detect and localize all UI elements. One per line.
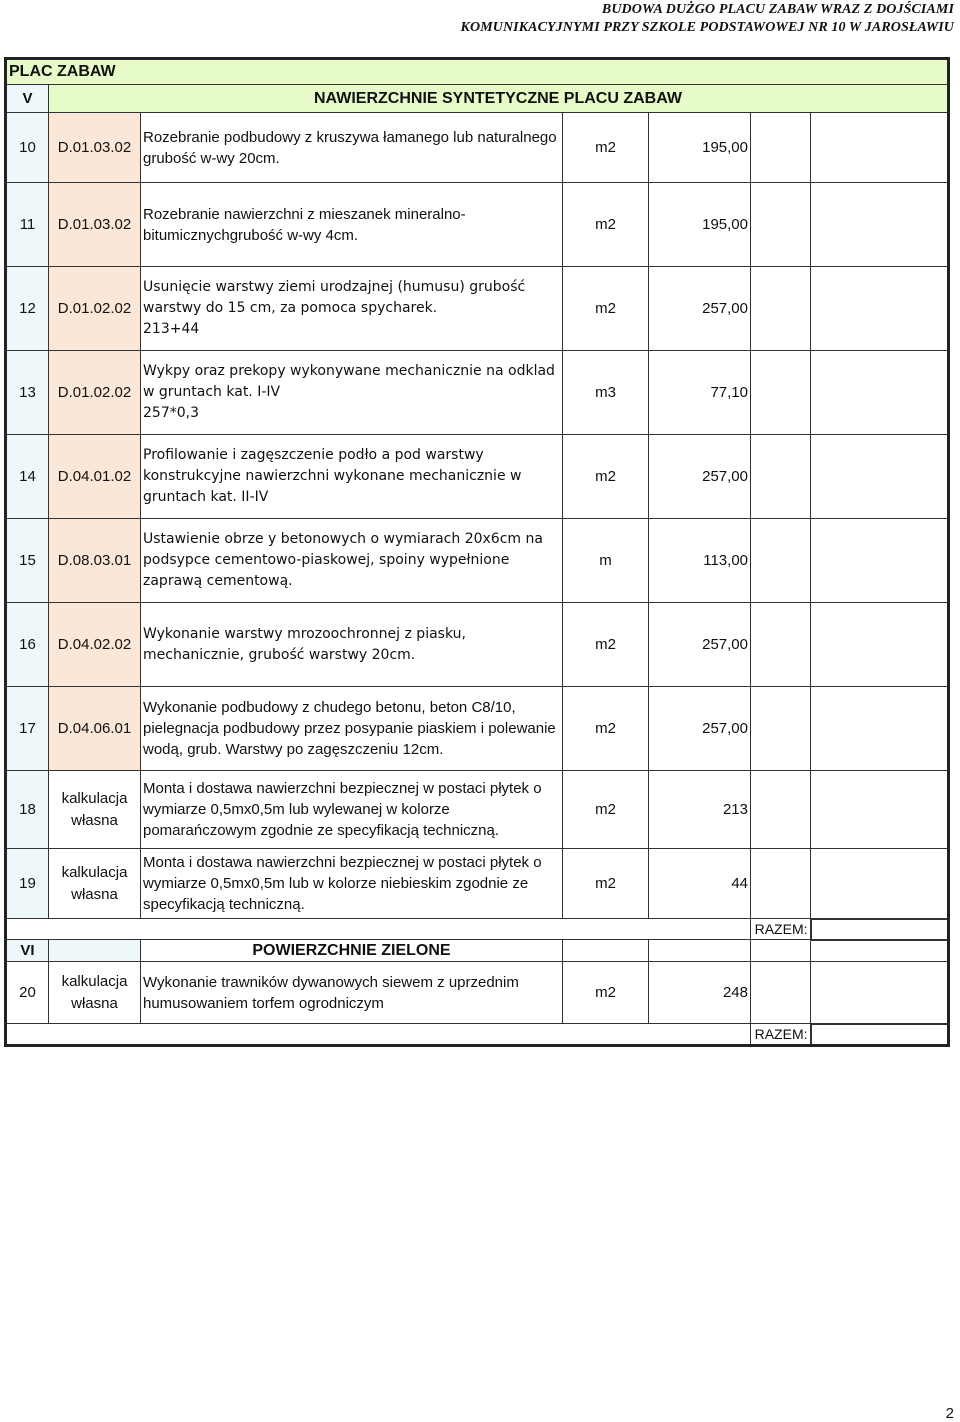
empty-cell <box>751 351 811 435</box>
plac-zabaw-row <box>6 59 949 85</box>
item-quantity: 257,00 <box>649 435 751 519</box>
razem-value-cell <box>811 919 949 940</box>
item-number: 19 <box>6 849 49 919</box>
table-row <box>6 435 949 519</box>
item-unit: m2 <box>563 771 649 849</box>
empty-cell <box>811 183 949 267</box>
empty-cell <box>811 849 949 919</box>
item-description <box>141 267 563 351</box>
razem-value-cell <box>811 1024 949 1046</box>
section-vi-row <box>6 940 949 962</box>
razem-row <box>6 919 949 940</box>
item-number: 14 <box>6 435 49 519</box>
item-number: 10 <box>6 113 49 183</box>
item-unit: m <box>563 519 649 603</box>
empty-cell <box>811 435 949 519</box>
description-text: Usunięcie warstwy ziemi urodzajnej (humusu) grubość warstwy do 15 cm, za pomoca spycharek. <box>143 279 526 316</box>
empty-cell <box>49 940 141 962</box>
table-row <box>6 603 949 687</box>
empty-cell <box>751 687 811 771</box>
section-title: NAWIERZCHNIE SYNTETYCZNE PLACU ZABAW <box>49 85 949 113</box>
razem-row <box>6 1024 949 1046</box>
empty-cell <box>751 435 811 519</box>
item-quantity: 257,00 <box>649 267 751 351</box>
item-number: 11 <box>6 183 49 267</box>
spec-code: D.08.03.01 <box>49 519 141 603</box>
item-description: Rozebranie nawierzchni z mieszanek mineralno-bitumicznychgrubość w-wy 4cm. <box>141 183 563 267</box>
item-unit: m2 <box>563 267 649 351</box>
quantity-formula: 213+44 <box>143 321 200 337</box>
item-number: 20 <box>6 962 49 1024</box>
item-unit: m3 <box>563 351 649 435</box>
empty-cell <box>811 113 949 183</box>
empty-cell <box>751 267 811 351</box>
empty-cell <box>563 940 649 962</box>
item-quantity: 195,00 <box>649 183 751 267</box>
item-quantity: 44 <box>649 849 751 919</box>
empty-cell <box>751 519 811 603</box>
empty-cell <box>811 962 949 1024</box>
item-number: 18 <box>6 771 49 849</box>
table-row <box>6 183 949 267</box>
spec-code: D.01.03.02 <box>49 113 141 183</box>
razem-label: RAZEM: <box>751 1024 811 1046</box>
item-description: Monta i dostawa nawierzchni bezpiecznej w postaci płytek o wymiarze 0,5mx0,5m lub w kolorze niebieskim zgodnie ze specyfikacją techniczną. <box>141 849 563 919</box>
description-text: Wykpy oraz prekopy wykonywane mechanicznie na odklad w gruntach kat. I-IV <box>143 363 555 400</box>
item-number: 16 <box>6 603 49 687</box>
section-v-row <box>6 85 949 113</box>
document-header-line-1: BUDOWA DUŻGO PLACU ZABAW WRAZ Z DOJŚCIAMI <box>601 2 954 17</box>
empty-cell <box>811 267 949 351</box>
empty-cell <box>811 351 949 435</box>
plac-zabaw-title: PLAC ZABAW <box>6 59 949 85</box>
document-header-line-2: KOMUNIKACYJNYMI PRZY SZKOLE PODSTAWOWEJ NR 10 W JAROSŁAWIU <box>460 20 954 35</box>
item-description: Monta i dostawa nawierzchni bezpiecznej w postaci płytek o wymiarze 0,5mx0,5m lub wylewanej w kolorze pomarańczowym zgodnie ze specyfikacją techniczną. <box>141 771 563 849</box>
item-unit: m2 <box>563 183 649 267</box>
empty-cell <box>649 940 751 962</box>
empty-cell <box>751 183 811 267</box>
empty-cell <box>811 771 949 849</box>
empty-cell <box>811 519 949 603</box>
item-quantity: 77,10 <box>649 351 751 435</box>
item-number: 12 <box>6 267 49 351</box>
item-unit: m2 <box>563 603 649 687</box>
spec-code: D.04.01.02 <box>49 435 141 519</box>
item-number: 15 <box>6 519 49 603</box>
spec-code: D.04.02.02 <box>49 603 141 687</box>
spec-code: D.01.03.02 <box>49 183 141 267</box>
item-unit: m2 <box>563 962 649 1024</box>
table-row <box>6 351 949 435</box>
item-quantity: 257,00 <box>649 687 751 771</box>
empty-cell <box>751 940 811 962</box>
item-description <box>141 351 563 435</box>
empty-cell <box>811 687 949 771</box>
table-row <box>6 519 949 603</box>
item-quantity: 113,00 <box>649 519 751 603</box>
item-unit: m2 <box>563 113 649 183</box>
spec-code: kalkulacja własna <box>49 849 141 919</box>
empty-cell <box>751 603 811 687</box>
section-number: V <box>6 85 49 113</box>
spec-code: kalkulacja własna <box>49 962 141 1024</box>
empty-cell <box>751 849 811 919</box>
item-unit: m2 <box>563 435 649 519</box>
page-number: 2 <box>945 1405 954 1422</box>
item-unit: m2 <box>563 687 649 771</box>
item-quantity: 213 <box>649 771 751 849</box>
razem-spacer <box>6 1024 751 1046</box>
item-quantity: 248 <box>649 962 751 1024</box>
item-quantity: 257,00 <box>649 603 751 687</box>
item-description: Ustawienie obrze y betonowych o wymiarach 20x6cm na podsypce cementowo-piaskowej, spoiny wypełnione zaprawą cementową. <box>141 519 563 603</box>
section-title: POWIERZCHNIE ZIELONE <box>141 940 563 962</box>
table-row <box>6 849 949 919</box>
spec-code: D.01.02.02 <box>49 351 141 435</box>
item-description: Profilowanie i zagęszczenie podło a pod warstwy konstrukcyjne nawierzchni wykonane mechanicznie w gruntach kat. II-IV <box>141 435 563 519</box>
item-number: 13 <box>6 351 49 435</box>
spec-code: D.04.06.01 <box>49 687 141 771</box>
spec-code: D.01.02.02 <box>49 267 141 351</box>
item-description: Rozebranie podbudowy z kruszywa łamanego lub naturalnego grubość w-wy 20cm. <box>141 113 563 183</box>
item-description: Wykonanie podbudowy z chudego betonu, beton C8/10, pielegnacja podbudowy przez posypanie piaskiem i polewanie wodą, grub. Warstwy po zagęszczeniu 12cm. <box>141 687 563 771</box>
table-row <box>6 962 949 1024</box>
empty-cell <box>751 962 811 1024</box>
empty-cell <box>751 771 811 849</box>
item-description: Wykonanie warstwy mrozoochronnej z piasku, mechanicznie, grubość warstwy 20cm. <box>141 603 563 687</box>
item-number: 17 <box>6 687 49 771</box>
empty-cell <box>751 113 811 183</box>
razem-label: RAZEM: <box>751 919 811 940</box>
section-number: VI <box>6 940 49 962</box>
spec-code: kalkulacja własna <box>49 771 141 849</box>
item-description: Wykonanie trawników dywanowych siewem z uprzednim humusowaniem torfem ogrodniczym <box>141 962 563 1024</box>
empty-cell <box>811 940 949 962</box>
cost-estimate-table <box>4 57 950 1047</box>
item-unit: m2 <box>563 849 649 919</box>
table-row <box>6 687 949 771</box>
razem-spacer <box>6 919 751 940</box>
item-quantity: 195,00 <box>649 113 751 183</box>
quantity-formula: 257*0,3 <box>143 405 199 421</box>
empty-cell <box>811 603 949 687</box>
table-row <box>6 267 949 351</box>
table-row <box>6 771 949 849</box>
table-row <box>6 113 949 183</box>
